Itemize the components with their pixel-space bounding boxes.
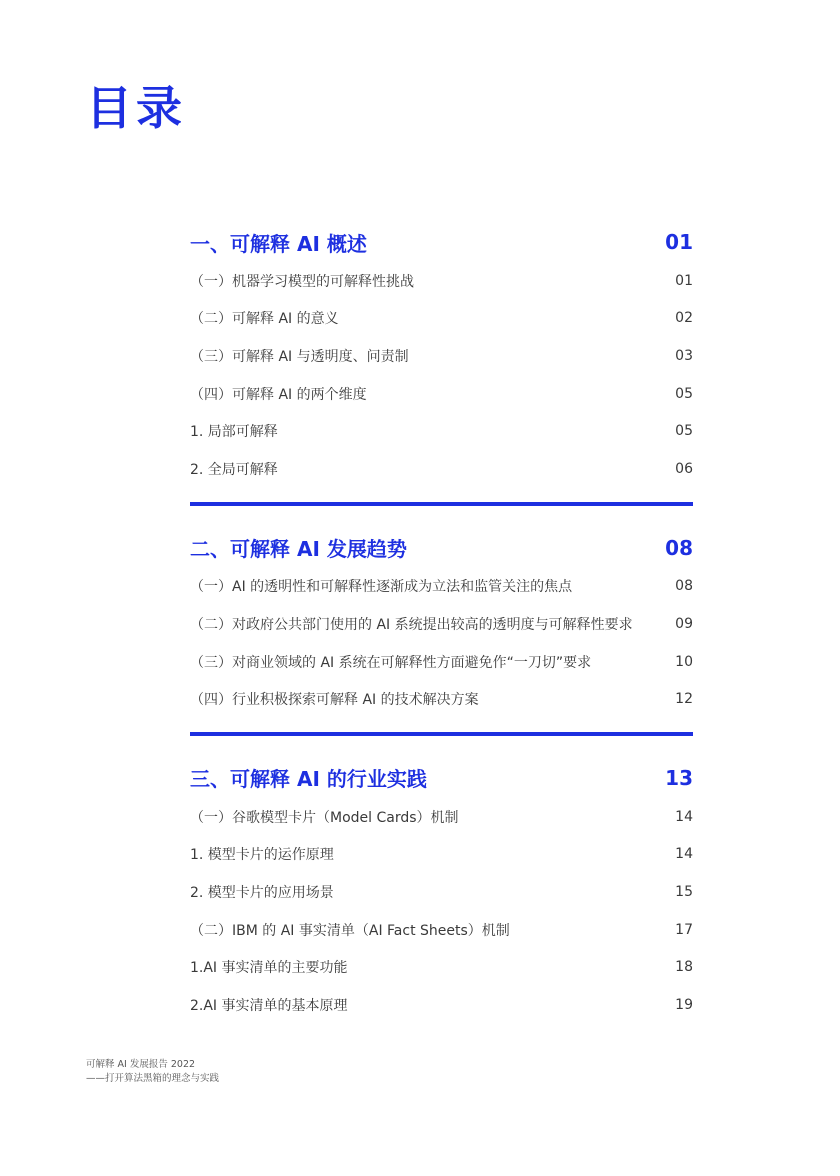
entry-page-number: 01 (675, 272, 693, 289)
entry-page-number: 14 (675, 808, 693, 825)
toc-entry[interactable] (190, 450, 693, 488)
toc-entry[interactable] (190, 680, 693, 718)
toc-entry[interactable] (190, 836, 693, 874)
section-divider (190, 502, 693, 506)
toc-entry[interactable] (190, 643, 693, 681)
toc-section-2 (190, 528, 693, 718)
entry-page-number: 03 (675, 347, 693, 364)
entry-page-number: 05 (675, 423, 693, 440)
toc-entry[interactable] (190, 568, 693, 606)
entry-label: （二）对政府公共部门使用的 AI 系统提出较高的透明度与可解释性要求 (190, 616, 633, 633)
page-title: 目录 (86, 81, 186, 135)
entry-label: 2. 模型卡片的应用场景 (190, 884, 334, 901)
section-page-number: 13 (665, 765, 693, 790)
entry-page-number: 02 (675, 310, 693, 327)
toc-entry[interactable] (190, 412, 693, 450)
entry-label: 1.AI 事实清单的主要功能 (190, 960, 348, 977)
toc-entry[interactable] (190, 948, 693, 986)
section-heading[interactable] (190, 758, 693, 798)
entry-page-number: 12 (675, 691, 693, 708)
entry-label: 1. 模型卡片的运作原理 (190, 847, 334, 864)
entry-label: （一）谷歌模型卡片（Model Cards）机制 (190, 809, 459, 826)
entry-label: （三）对商业领域的 AI 系统在可解释性方面避免作“一刀切”要求 (190, 654, 592, 671)
entry-page-number: 15 (675, 883, 693, 900)
entry-page-number: 19 (675, 996, 693, 1013)
toc-entry[interactable] (190, 337, 693, 375)
entry-label: 2.AI 事实清单的基本原理 (190, 997, 348, 1014)
entry-page-number: 17 (675, 921, 693, 938)
toc-entry[interactable] (190, 300, 693, 338)
entry-page-number: 08 (675, 578, 693, 595)
toc-entry[interactable] (190, 798, 693, 836)
toc-section-3 (190, 758, 693, 1024)
entry-page-number: 06 (675, 460, 693, 477)
toc-entry[interactable] (190, 911, 693, 949)
entry-label: （二）IBM 的 AI 事实清单（AI Fact Sheets）机制 (190, 922, 510, 939)
entry-label: （一）AI 的透明性和可解释性逐渐成为立法和监管关注的焦点 (190, 579, 573, 596)
entry-label: （三）可解释 AI 与透明度、问责制 (190, 348, 409, 365)
section-page-number: 01 (665, 230, 693, 254)
entry-page-number: 05 (675, 385, 693, 402)
page-footer (86, 1058, 219, 1086)
entry-label: （四）行业积极探索可解释 AI 的技术解决方案 (190, 692, 479, 709)
toc-entry[interactable] (190, 262, 693, 300)
entry-page-number: 18 (675, 959, 693, 976)
table-of-contents (190, 222, 693, 1024)
section-title: 三、可解释 AI 的行业实践 (190, 767, 427, 792)
footer-report-title: 可解释 AI 发展报告 2022 (86, 1059, 196, 1070)
section-heading[interactable] (190, 528, 693, 568)
entry-label: （四）可解释 AI 的两个维度 (190, 386, 367, 403)
section-page-number: 08 (665, 535, 693, 560)
entry-label: （二）可解释 AI 的意义 (190, 311, 339, 328)
toc-entry[interactable] (190, 986, 693, 1024)
toc-entry[interactable] (190, 375, 693, 413)
section-heading[interactable] (190, 222, 693, 262)
toc-section-1 (190, 222, 693, 488)
entry-label: （一）机器学习模型的可解释性挑战 (190, 273, 414, 290)
section-title: 一、可解释 AI 概述 (190, 231, 367, 256)
footer-subtitle: ——打开算法黑箱的理念与实践 (86, 1073, 220, 1084)
toc-entry[interactable] (190, 605, 693, 643)
entry-page-number: 09 (675, 615, 693, 632)
entry-label: 1. 局部可解释 (190, 424, 278, 441)
toc-entry[interactable] (190, 873, 693, 911)
section-title: 二、可解释 AI 发展趋势 (190, 537, 407, 562)
entry-label: 2. 全局可解释 (190, 461, 278, 478)
section-divider (190, 732, 693, 736)
entry-page-number: 14 (675, 846, 693, 863)
entry-page-number: 10 (675, 653, 693, 670)
